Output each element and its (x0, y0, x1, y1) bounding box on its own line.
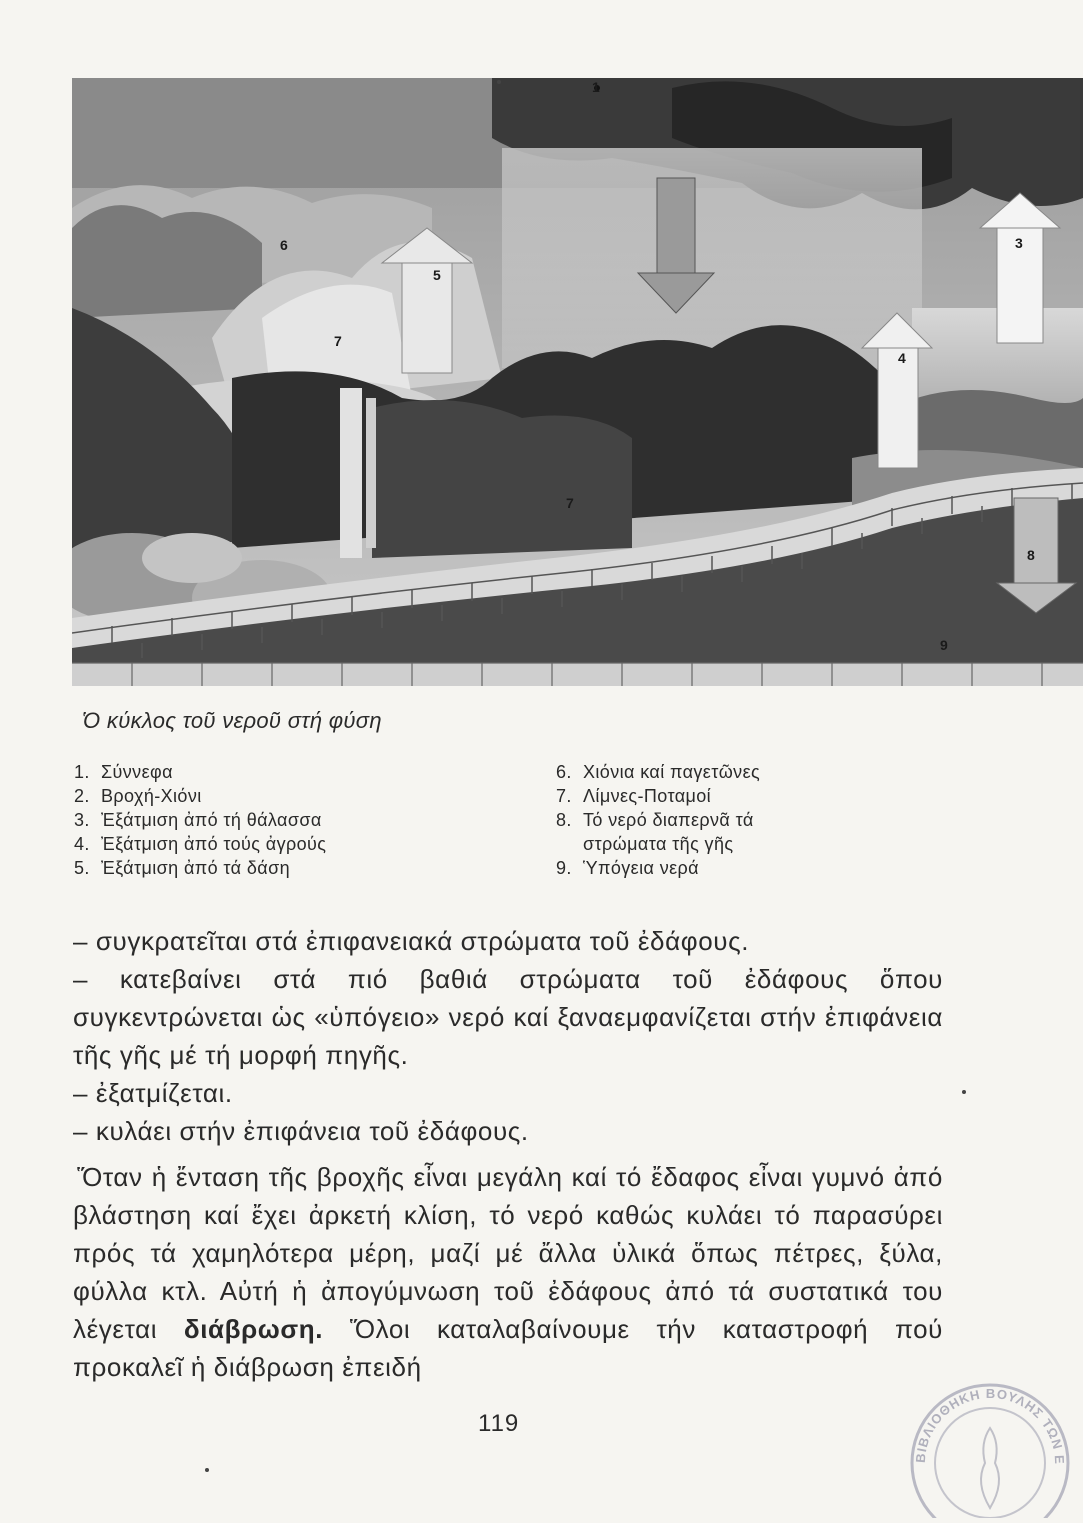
figure-number-1: 1 (592, 79, 600, 95)
figure-number-7b: 7 (566, 495, 574, 511)
dash-item: – συγκρατεῖται στά ἐπιφανειακά στρώματα τοῦ ἐδάφους. (73, 926, 750, 956)
legend-item: 5. Ἐξάτμιση ἀπό τά δάση (74, 858, 290, 878)
figure-number-3: 3 (1015, 235, 1023, 251)
svg-text:ΒΙΒΛΙΟΘΗΚΗ ΒΟΥΛΗΣ ΤΩΝ ΕΛΛΗΝΩΝ (895, 1368, 1067, 1465)
erosion-paragraph (73, 1158, 943, 1386)
legend-right (556, 760, 823, 880)
figure-number-5: 5 (433, 267, 441, 283)
legend-item: 4. Ἐξάτμιση ἀπό τούς ἀγρούς (74, 834, 327, 854)
legend-item: 1. Σύννεφα (74, 762, 173, 782)
dash-item: – ἐξατμίζεται. (73, 1078, 233, 1108)
stamp-text: ΒΙΒΛΙΟΘΗΚΗ ΒΟΥΛΗΣ ΤΩΝ Ε (912, 1385, 1068, 1466)
figure-number-9: 9 (940, 637, 948, 653)
paragraph-text: Ὅταν ἡ ἔνταση τῆς βροχῆς εἶναι μεγάλη καί τό ἔδαφος εἶναι γυμνό ἀπό βλάστηση καί ἔχει ἀρκετή κλίση, τό νερό καθώς κυλάει τό παρασύρει πρός τά χαμηλότερα μέρη, μαζί μέ ἄλλα ὑλικά ὅπως πέτρες, ξύλα, φύλλα κτλ. Αὐτή ἡ ἀπογύμνωση τοῦ ἐδάφους ἀπό τά συστατικά του λέγεται (73, 1162, 943, 1344)
scan-speck (205, 1468, 209, 1472)
dash-item: – κατεβαίνει στά πιό βαθιά στρώματα τοῦ ἐδάφους ὅπου συγκεντρώνεται ὡς «ὑπόγειο» νερό καί ξαναεμφανίζεται στήν ἐπιφάνεια τῆς γῆς μέ τή μορφή πηγῆς. (73, 964, 943, 1070)
legend-item: 7. Λίμνες-Ποταμοί (556, 786, 712, 806)
water-cycle-figure (72, 78, 1083, 686)
figure-number-4: 4 (898, 350, 906, 366)
dash-item: – κυλάει στήν ἐπιφάνεια τοῦ ἐδάφους. (73, 1116, 529, 1146)
water-cycle-illustration-icon (72, 78, 1083, 686)
figure-caption: Ὁ κύκλος τοῦ νεροῦ στή φύση (82, 708, 382, 733)
legend-item: 6. Χιόνια καί παγετῶνες (556, 762, 761, 782)
legend-item: 9. Ὑπόγεια νερά (556, 858, 699, 878)
library-seal-stamp-icon (895, 1368, 1075, 1518)
figure-number-7a: 7 (334, 333, 342, 349)
figure-number-6: 6 (280, 237, 288, 253)
legend-item: 8. Τό νερό διαπερνᾶ τά στρώματα τῆς γῆς (556, 810, 754, 854)
legend-left (74, 760, 341, 880)
figure-number-8: 8 (1027, 547, 1035, 563)
paragraph-text-continued: Ὅλοι καταλαβαίνουμε τήν καταστροφή πού προκαλεῖ ἡ διάβρωση ἐπειδή (73, 1314, 944, 1382)
page-number: 119 (478, 1410, 520, 1437)
scan-speck (962, 1090, 966, 1094)
scan-speck (497, 80, 501, 84)
legend-item: 2. Βροχή-Χιόνι (74, 786, 202, 806)
legend-item: 3. Ἐξάτμιση ἀπό τή θάλασσα (74, 810, 322, 830)
keyword-erosion: διάβρωση. (183, 1314, 324, 1344)
dash-list (73, 922, 943, 1150)
